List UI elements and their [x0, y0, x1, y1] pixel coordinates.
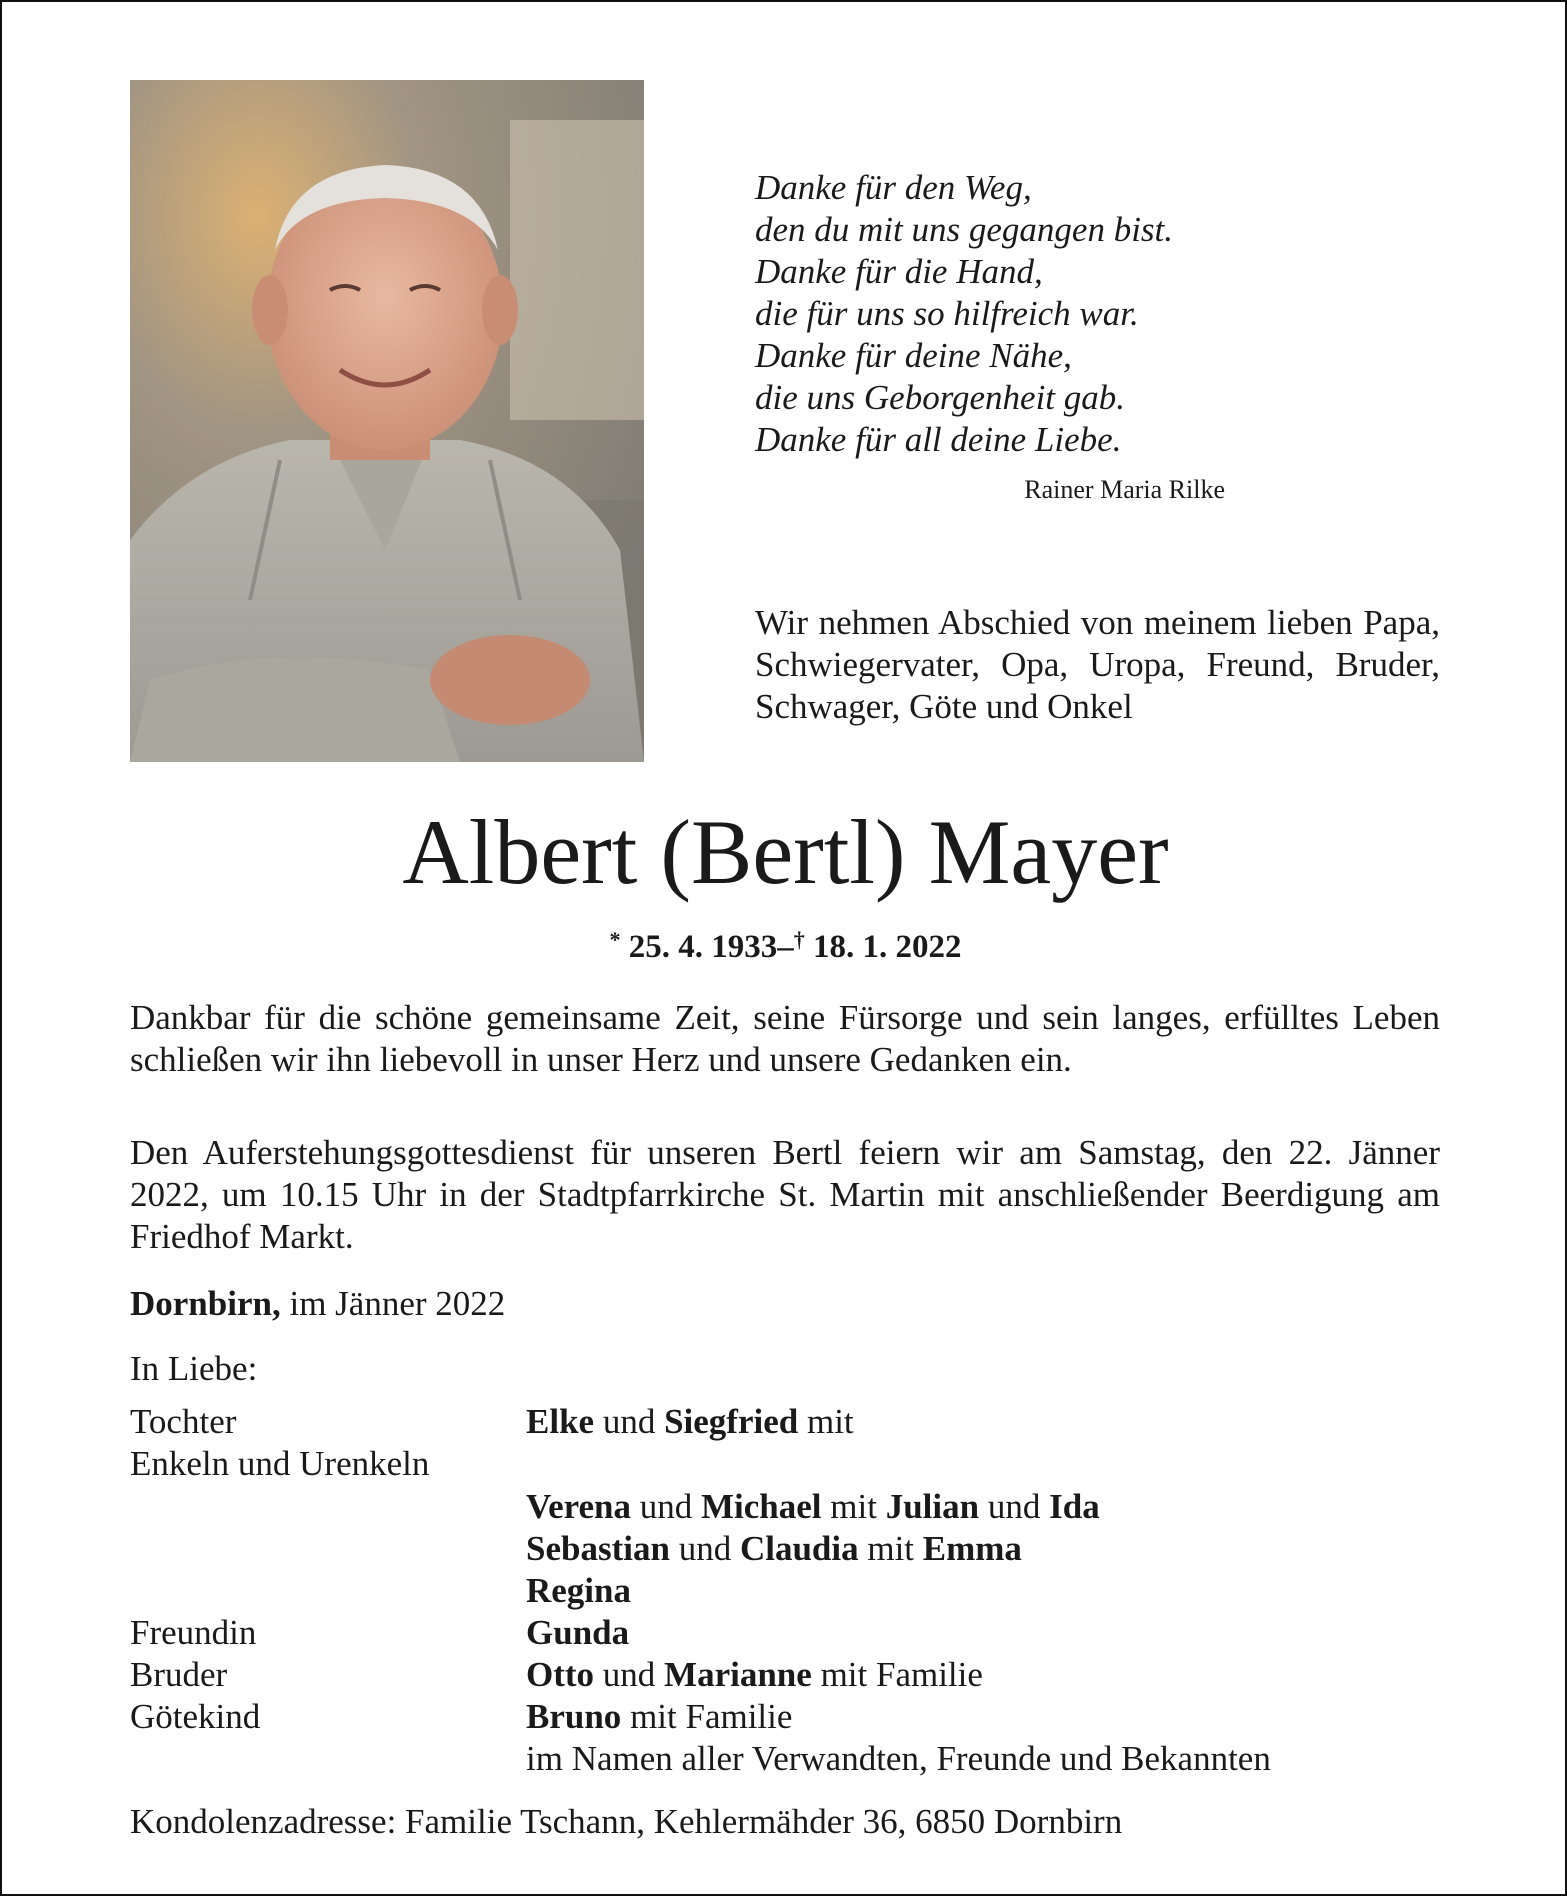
rilke-poem — [755, 167, 1275, 461]
relative-name: Gunda — [526, 1613, 630, 1652]
relatives-enkel-2 — [526, 1529, 1022, 1569]
life-dates — [2, 927, 1567, 966]
connector: und — [678, 1529, 732, 1568]
connector: mit Familie — [630, 1697, 793, 1736]
connector: mit Familie — [820, 1655, 983, 1694]
relatives-enkel-3 — [526, 1571, 631, 1611]
closing-line: im Namen aller Verwandten, Freunde und Bekannten — [526, 1739, 1271, 1778]
poem-line: den du mit uns gegangen bist. — [755, 210, 1174, 249]
relation-label-goetekind: Götekind — [130, 1697, 261, 1736]
relatives-bruder — [526, 1655, 983, 1695]
relative-name: Otto — [526, 1655, 595, 1694]
relation-label-freundin: Freundin — [130, 1613, 257, 1652]
place-date-line — [130, 1284, 505, 1324]
connector: und — [602, 1402, 656, 1441]
poem-line: Danke für den Weg, — [755, 168, 1032, 207]
birth-symbol: * — [609, 927, 621, 952]
in-liebe-heading: In Liebe: — [130, 1349, 258, 1388]
portrait-illustration — [130, 80, 644, 762]
relative-name: Elke — [526, 1402, 595, 1441]
place-date: im Jänner 2022 — [289, 1284, 506, 1323]
relative-name: Claudia — [739, 1529, 859, 1568]
connector: und — [639, 1487, 693, 1526]
death-date: 18. 1. 2022 — [813, 929, 962, 965]
farewell-text: Wir nehmen Abschied von meinem lieben Papa, Schwiegervater, Opa, Uropa, Freund, Bruder, Schwager, Göte und Onkel — [755, 603, 1440, 726]
poem-line: die uns Geborgenheit gab. — [755, 378, 1126, 417]
relation-label-tochter: Tochter — [130, 1402, 237, 1441]
relation-label-bruder: Bruder — [130, 1655, 228, 1694]
connector: mit — [806, 1402, 854, 1441]
poem-line: Danke für all deine Liebe. — [755, 420, 1122, 459]
relative-name: Bruno — [526, 1697, 622, 1736]
relative-name: Verena — [526, 1487, 631, 1526]
place-city: Dornbirn, — [130, 1284, 281, 1323]
relative-name: Regina — [526, 1571, 631, 1610]
gratitude-paragraph: Dankbar für die schöne gemeinsame Zeit, seine Fürsorge und sein langes, erfülltes Leben schließen wir ihn liebevoll in unser Herz und unsere Gedanken ein. — [130, 998, 1440, 1079]
deceased-name: Albert (Bertl) Mayer — [402, 801, 1169, 903]
relative-name: Julian — [885, 1487, 980, 1526]
death-symbol: † — [793, 927, 805, 952]
relatives-goetekind — [526, 1697, 792, 1737]
poem-line: Danke für deine Nähe, — [755, 336, 1072, 375]
relatives-tochter — [526, 1402, 854, 1442]
relative-name: Ida — [1049, 1487, 1100, 1526]
relation-label-enkel: Enkeln und Urenkeln — [130, 1444, 430, 1483]
relative-name: Marianne — [664, 1655, 812, 1694]
connector: mit — [830, 1487, 877, 1526]
relatives-enkel-1 — [526, 1487, 1100, 1527]
relative-name: Siegfried — [664, 1402, 799, 1441]
portrait-photo — [130, 80, 644, 762]
poem-author: Rainer Maria Rilke — [1024, 475, 1225, 504]
funeral-service-paragraph: Den Auferstehungsgottesdienst für unseren Bertl feiern wir am Samstag, den 22. Jänner 2022, um 10.15 Uhr in der Stadtpfarrkirche St. Martin mit anschließender Beerdigung am Friedhof Markt. — [130, 1133, 1440, 1256]
relative-name: Sebastian — [526, 1529, 670, 1568]
connector: und — [987, 1487, 1041, 1526]
condolence-address: Kondolenzadresse: Familie Tschann, Kehlermähder 36, 6850 Dornbirn — [130, 1802, 1123, 1841]
birth-date: 25. 4. 1933 — [628, 929, 778, 965]
date-separator: – — [777, 929, 794, 965]
relative-name: Michael — [701, 1487, 822, 1526]
poem-line: die für uns so hilfreich war. — [755, 294, 1139, 333]
relative-name: Emma — [922, 1529, 1022, 1568]
poem-line: Danke für die Hand, — [755, 252, 1043, 291]
relatives-freundin — [526, 1613, 629, 1653]
connector: und — [602, 1655, 656, 1694]
connector: mit — [867, 1529, 915, 1568]
